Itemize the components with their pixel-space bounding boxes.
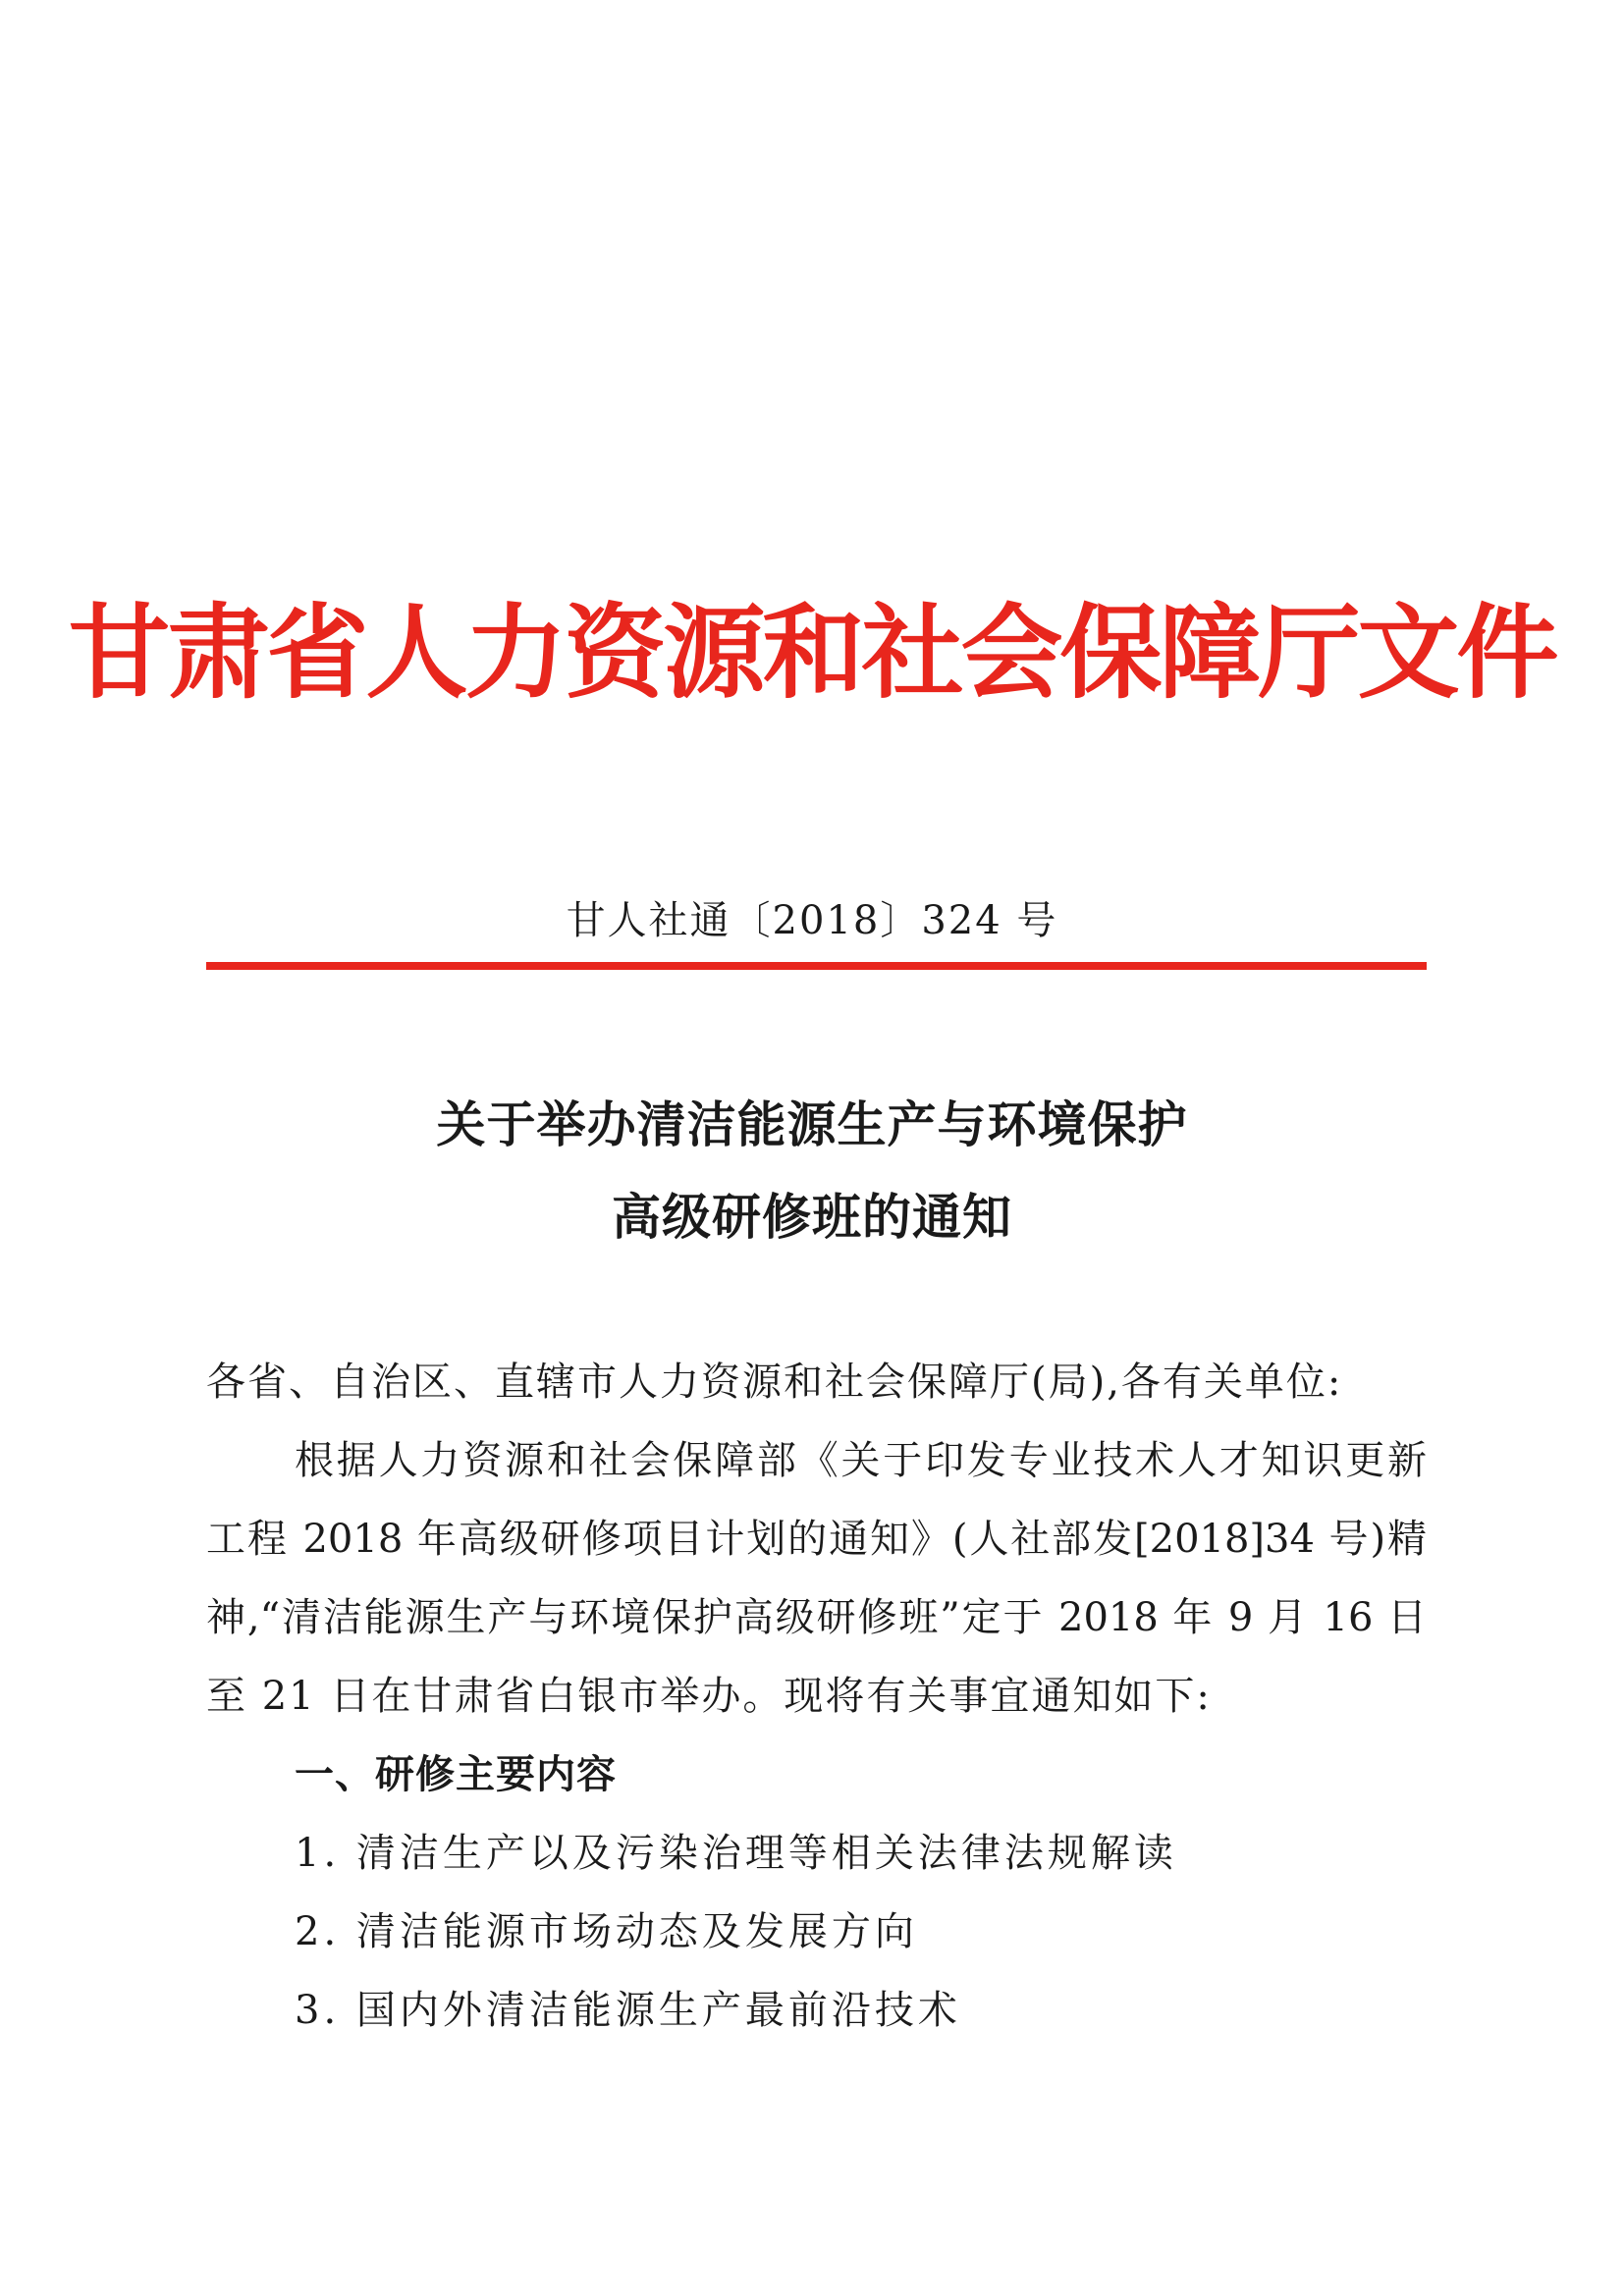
issuer-header-title: 甘肃省人力资源和社会保障厅文件: [68, 593, 1556, 713]
list-item: 3. 国内外清洁能源生产最前沿技术: [295, 1988, 961, 2033]
notice-title-line-2: 高级研修班的通知: [612, 1189, 1012, 1246]
document-number: 甘人社通〔2018〕324 号: [566, 898, 1058, 943]
list-item: 1. 清洁生产以及污染治理等相关法律法规解读: [295, 1831, 1177, 1876]
section-heading: 一、研修主要内容: [295, 1752, 617, 1797]
list-item: 2. 清洁能源市场动态及发展方向: [295, 1909, 918, 1954]
paragraph-line: 至 21 日在甘肃省白银市举办。现将有关事宜通知如下:: [206, 1674, 1212, 1719]
paragraph-line: 神,“清洁能源生产与环境保护高级研修班”定于 2018 年 9 月 16 日: [206, 1595, 1427, 1640]
paragraph-line: 根据人力资源和社会保障部《关于印发专业技术人才知识更新: [295, 1438, 1427, 1483]
salutation: 各省、自治区、直辖市人力资源和社会保障厅(局),各有关单位:: [206, 1360, 1343, 1405]
red-divider-line: [206, 962, 1427, 970]
paragraph-line: 工程 2018 年高级研修项目计划的通知》(人社部发[2018]34 号)精: [206, 1517, 1427, 1562]
notice-title-line-1: 关于举办清洁能源生产与环境保护: [436, 1096, 1188, 1153]
